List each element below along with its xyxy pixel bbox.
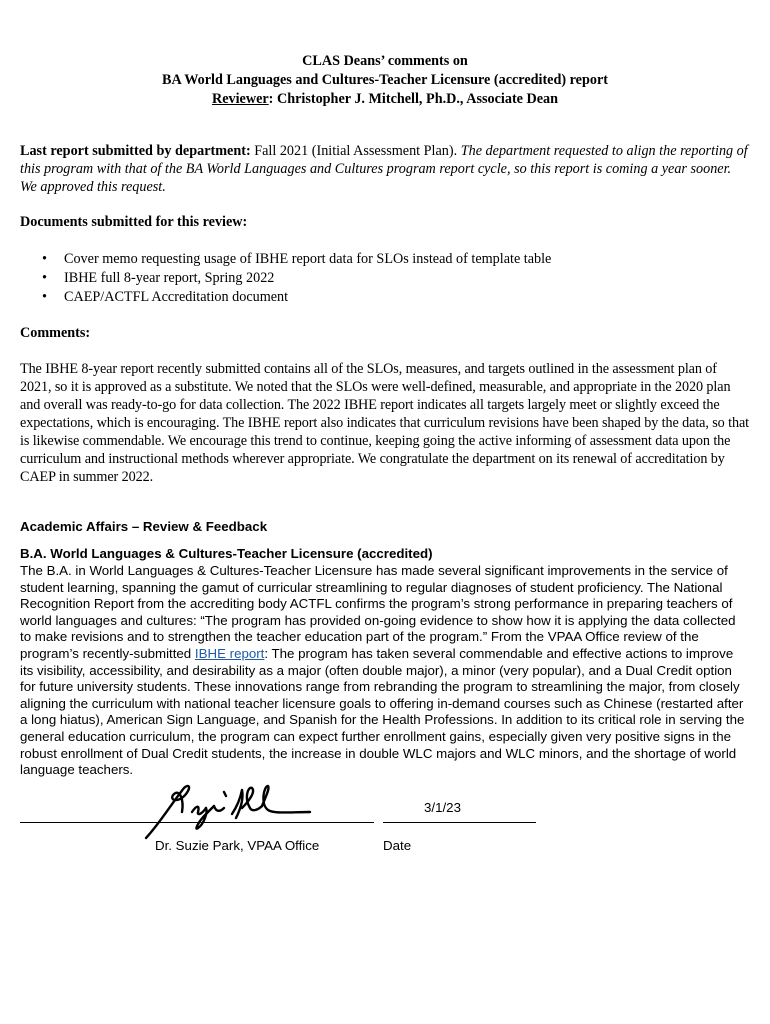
last-report-label: Last report submitted by department: (20, 143, 251, 159)
bullet-icon: • (42, 289, 47, 305)
reviewer-label: Reviewer (211, 91, 269, 107)
last-report-paragraph (20, 142, 750, 196)
signature-line (20, 822, 374, 823)
last-report-value: Fall 2021 (Initial Assessment Plan). (250, 143, 458, 159)
header-reviewer (0, 90, 770, 109)
document-item: • Cover memo requesting usage of IBHE report data for SLOs instead of template table (42, 251, 552, 267)
last-report-note: The department requested to align the reporting of this program with that of the BA World Languages and Cultures program report cycle, so this report is coming a year sooner. We approved this request. (20, 143, 748, 195)
date-label: Date (383, 838, 412, 853)
reviewer-name: : Christopher J. Mitchell, Ph.D., Associate Dean (268, 91, 559, 107)
bullet-icon: • (42, 251, 47, 267)
ibhe-report-link[interactable]: IBHE report (194, 645, 265, 661)
program-title: B.A. World Languages & Cultures-Teacher Licensure (accredited) (20, 546, 433, 561)
documents-heading: Documents submitted for this review: (20, 214, 248, 230)
signature-date-value: 3/1/23 (424, 800, 461, 815)
signature-image (140, 778, 320, 842)
academic-affairs-heading: Academic Affairs – Review & Feedback (20, 519, 268, 534)
date-line (383, 822, 536, 823)
documents-list (20, 250, 551, 307)
comments-body: The IBHE 8-year report recently submitted contains all of the SLOs, measures, and targets outlined in the assessment plan of 2021, so it is approved as a substitute. We noted that the SLOs were well-defined, measurable, and appropriate in the 2020 plan and overall was ready-to-go for data collection. The 2022 IBHE report indicates all targets largely meet or slightly exceed the expectations, which is encouraging. The IBHE report also indicates that curriculum revisions have been shaped by the data, so that is likewise commendable. We encourage this trend to continue, keeping going the active informing of assessment data upon the curriculum and instructional methods wherever appropriate. We congratulate the department on its renewal of accreditation by CAEP in summer 2022. (20, 361, 749, 485)
header-line-1: CLAS Deans’ comments on (302, 53, 468, 69)
document-item: • CAEP/ACTFL Accreditation document (42, 289, 289, 305)
academic-affairs-body: The B.A. in World Languages & Cultures-Teacher Licensure has made several significant improvements in the service of student learning, spanning the gamut of curricular streamlining to regular diagnoses of student proficiency. The National Recognition Report from the accrediting body ACTFL confirms the program’s strong performance in preparing teachers of world languages and cultures: “The program has provided on-going evidence to show how it is applying the data collected to make revisions and to strengthen the teacher education part of the program.” From the VPAA Office review of the program’s recently-submitted IBHE report: The program has taken several commendable and effective actions to improve its visibility, accessibility, and desirability as a major (often double major), a minor (very popular), and a Dual Credit option for future university students. These innovations range from rebranding the program to streamlining the major, from closely aligning the curriculum with national teacher licensure goals to offering in-demand courses such as Chinese (restarted after a long hiatus), American Sign Language, and Spanish for the Health Professions. In addition to its critical role in serving the general education curriculum, the program can expect further enrollment gains, especially given very positive signs in the robust enrollment of Dual Credit students, the increase in double WLC majors and WLC minors, and the shortage of world language teachers. (20, 563, 745, 778)
signer-label: Dr. Suzie Park, VPAA Office (155, 838, 320, 853)
comments-heading: Comments: (20, 325, 91, 341)
bullet-icon: • (42, 270, 47, 286)
document-header (0, 52, 770, 109)
document-item: • IBHE full 8-year report, Spring 2022 (42, 270, 275, 286)
header-line-2: BA World Languages and Cultures-Teacher Licensure (accredited) report (162, 72, 608, 88)
